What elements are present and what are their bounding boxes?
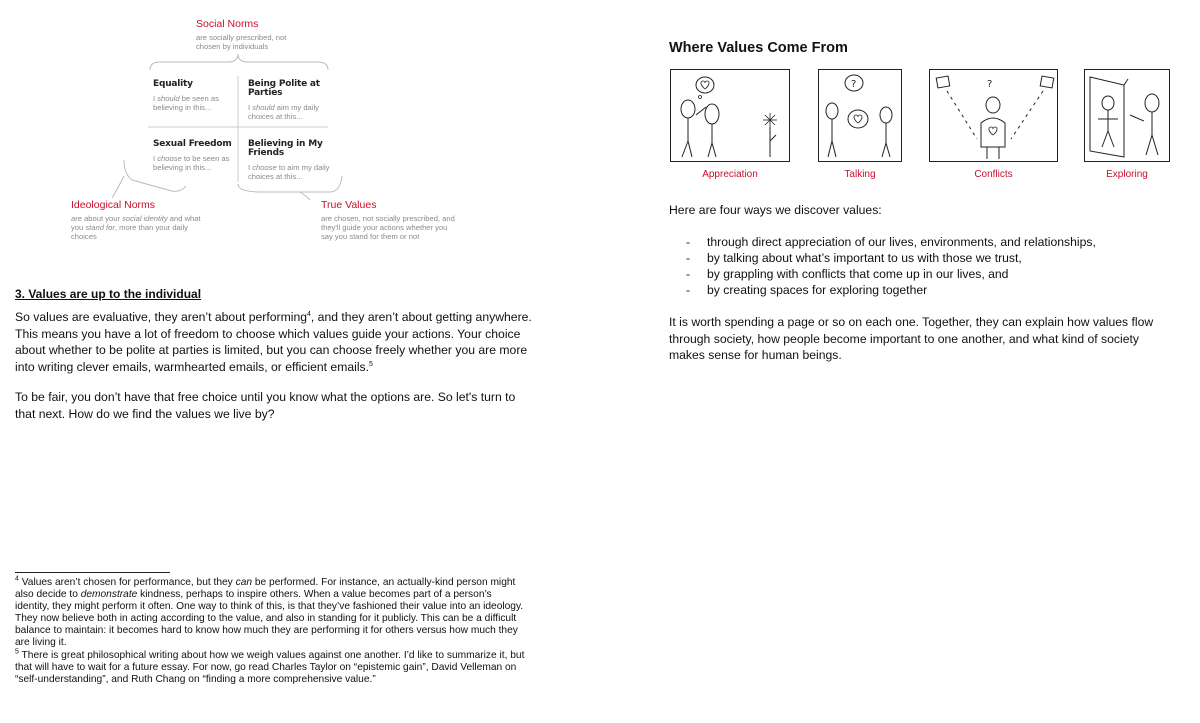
appreciation-icon — [670, 69, 790, 163]
social-norms-title: Social Norms — [196, 18, 259, 30]
panel-label-exploring: Exploring — [1106, 169, 1148, 180]
values-diagram — [0, 0, 600, 270]
list-item: - by grappling with conflicts that come up in our lives, and — [686, 267, 1009, 281]
ideological-norms-title: Ideological Norms — [71, 199, 156, 211]
paragraph-values-individual: So values are evaluative, they aren’t about performing$^4$, and they aren’t about getting anywhere. This means you have a lot of freedom to choose which values guide your actions. Your choice about whether to be polite at parties is limited, but you can choose freely whether you are more into writing clever emails, warmhearted emails, or efficient emails.$^5$ — [15, 310, 532, 374]
footnote-5: $^5$ There is great philosophical writing about how we weigh values against one another. I’d like to summarize it, but that will have to wait for a future essay. For now, go read Charles Taylor on “epistemic gain”, David Velleman on “self-understanding”, and Ruth Chang on “finding a more comprehensive value.” — [15, 648, 525, 685]
quadrant-title: Sexual Freedom — [153, 139, 232, 149]
paragraph-free-choice: To be fair, you don’t have that free choice until you know what the options are. So let's turn to that next. How do we find the values we live by? — [15, 390, 516, 421]
quadrant-believing-friends — [248, 140, 343, 181]
ideological-norms-desc: are about your social identity and what you stand for, more than your daily choices — [71, 213, 201, 241]
footnotes — [15, 577, 525, 686]
appreciation-illustration — [670, 69, 790, 163]
closing-paragraph: It is worth spending a page or so on each one. Together, they can explain how values flow through society, how people become important to one another, and what kind of society makes sense for human beings. — [669, 315, 1154, 362]
talking-illustration — [818, 69, 902, 163]
list-item: - through direct appreciation of our lives, environments, and relationships, — [686, 235, 1096, 249]
conflicts-icon — [929, 69, 1058, 163]
ways-list — [686, 234, 1096, 298]
quadrant-sexual-freedom — [153, 140, 235, 172]
panel-label-conflicts: Conflicts — [974, 169, 1013, 180]
talking-icon — [818, 69, 902, 163]
quadrant-desc: I choose to be seen as believing in this... — [153, 154, 230, 172]
quadrant-desc: I choose to aim my daily choices at this... — [248, 163, 330, 181]
exploring-icon — [1084, 69, 1170, 163]
section-heading: 3. Values are up to the individual — [15, 287, 202, 301]
quadrant-title: Believing in My Friends — [248, 139, 323, 158]
quadrant-desc: I should aim my daily choices at this... — [248, 103, 319, 121]
footnote-4: $^4$ Values aren’t chosen for performance, but they can be performed. For instance, an actually-kind person might also decide to demonstrate kindness, perhaps to inspire others. When a value becomes part of a person’s identity, they might perform it often. One way to think of this, is that they’ve fashioned their value into an ideology. They now believe both in acting according to the value, and also in standing for it publicly. This can be a difficult balance to maintain: it becomes hard to know how much they are performing it for others versus how much they are living it. — [15, 575, 524, 649]
svg-text:?: ? — [987, 79, 993, 90]
footnote-ref-4[interactable]: 4 — [307, 310, 311, 318]
true-values-title: True Values — [321, 199, 377, 211]
footnote-divider — [15, 572, 170, 573]
ways-intro: Here are four ways we discover values: — [669, 203, 882, 217]
quadrant-title: Equality — [153, 79, 193, 89]
quadrant-title: Being Polite at Parties — [248, 79, 320, 98]
list-item: - by creating spaces for exploring together — [686, 283, 928, 297]
footnote-ref-5[interactable]: 5 — [369, 360, 373, 368]
panel-label-appreciation: Appreciation — [702, 169, 758, 180]
social-norms-desc: are socially prescribed, not chosen by individuals — [196, 32, 287, 51]
svg-text:?: ? — [851, 79, 857, 90]
exploring-illustration — [1084, 69, 1170, 163]
conflicts-illustration — [929, 69, 1058, 163]
quadrant-equality — [153, 80, 235, 112]
true-values-label — [321, 200, 461, 241]
where-values-title: Where Values Come From — [669, 40, 848, 56]
true-values-desc: are chosen, not socially prescribed, and they'll guide your actions whether you say you stand for them or not — [321, 213, 455, 241]
social-norms-label — [196, 19, 306, 51]
list-item: - by talking about what’s important to us with those we trust, — [686, 251, 1022, 265]
panel-label-talking: Talking — [844, 169, 876, 180]
quadrant-polite-parties — [248, 80, 343, 121]
ideological-norms-label — [71, 200, 201, 241]
quadrant-desc: I should be seen as believing in this... — [153, 94, 219, 112]
